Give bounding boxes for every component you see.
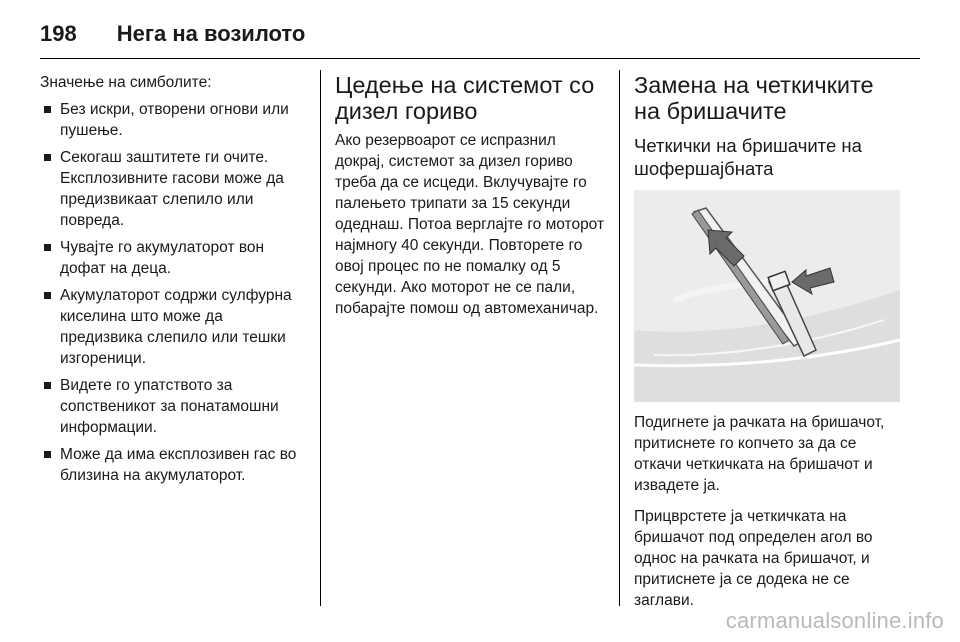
wiper-drawing (634, 190, 900, 402)
column-wipers (634, 72, 906, 611)
column-diesel (335, 72, 605, 319)
symbols-intro: Значење на симболите: (40, 74, 212, 91)
wipers-para-2: Прицврстете ја четкичката на бришачот под определен агол во однос на рачката на бришачот, и притиснете ја се додека не се заглави. (634, 508, 873, 609)
list-item: Акумулаторот содржи сулфурна киселина што може да предизвика слепило или тешки изгореници. (40, 285, 308, 369)
column-divider-1 (320, 70, 321, 606)
diesel-body: Ако резервоарот се испразнил докрај, системот за дизел гориво треба да се исцеди. Вклучувајте го палењето трипати за 15 секунди одеднаш. Потоа верглајте го моторот најмногу 40 секунди. Повторете го овој процес по не помалку од 5 секунди. Ако моторот не се пали, побарајте помош од автомеханичар. (335, 132, 605, 317)
header-rule (40, 58, 920, 59)
wipers-subheading: Четкички на бришачите на шофершајбната (634, 135, 862, 179)
page-title: Нега на возилото (116, 21, 306, 46)
list-item: Секогаш заштитете ги очите. Експлозивните гасови може да предизвикаат слепило или повреда. (40, 147, 308, 231)
wipers-heading: Замена на четкичките на бришачите (634, 72, 874, 124)
page-header (40, 14, 305, 54)
list-item: Чувајте го акумулаторот вон дофат на деца. (40, 237, 308, 279)
list-item: Видете го упатството за сопственикот за понатамошни информации. (40, 375, 308, 438)
symbols-list (40, 99, 308, 486)
wiper-illustration (634, 190, 900, 402)
list-item: Без искри, отворени огнови или пушење. (40, 99, 308, 141)
watermark: carmanualsonline.info (725, 608, 944, 633)
column-symbols (40, 72, 308, 486)
wipers-para-1: Подигнете ја рачката на бришачот, притиснете го копчето за да се откачи четкичката на бришачот и извадете ја. (634, 414, 885, 494)
column-divider-2 (619, 70, 620, 606)
page-number: 198 (40, 21, 77, 46)
diesel-heading: Цедење на системот со дизел гориво (335, 72, 595, 124)
list-item: Може да има експлозивен гас во близина на акумулаторот. (40, 444, 308, 486)
